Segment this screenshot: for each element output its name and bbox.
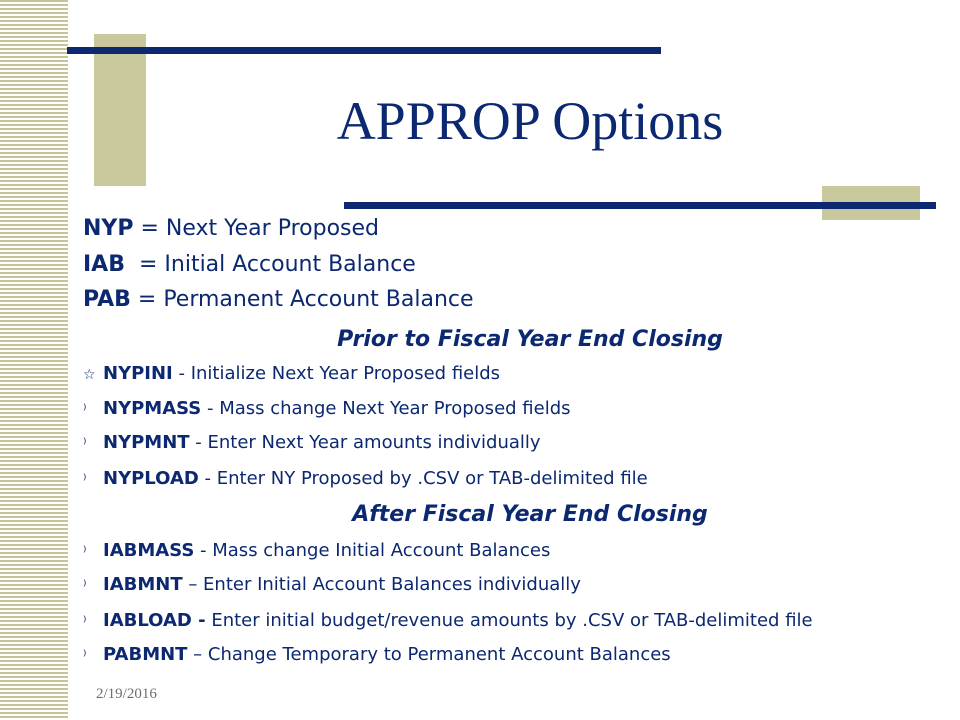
item-text: – Enter Initial Account Balances individually bbox=[182, 574, 581, 595]
list-item bbox=[83, 642, 671, 669]
item-text: - Mass change Next Year Proposed fields bbox=[201, 398, 571, 419]
list-item bbox=[83, 572, 581, 599]
definition-text: = Next Year Proposed bbox=[133, 216, 379, 241]
definition-iab bbox=[83, 250, 416, 280]
list-item bbox=[83, 608, 813, 635]
bullet-icon: ⁾ bbox=[83, 648, 87, 664]
item-text: - Enter NY Proposed by .CSV or TAB-delimited file bbox=[198, 468, 648, 489]
item-code: NYPINI bbox=[103, 363, 173, 384]
bullet-icon: ⁾ bbox=[83, 402, 87, 418]
star-bullet-icon: ☆ bbox=[83, 367, 96, 383]
definition-abbr: PAB bbox=[83, 287, 131, 312]
item-code: PABMNT bbox=[103, 644, 188, 665]
item-text: - Enter Next Year amounts individually bbox=[189, 432, 541, 453]
section-heading-after: After Fiscal Year End Closing bbox=[352, 502, 708, 527]
item-code: IABMNT bbox=[103, 574, 183, 595]
item-code: IABMASS bbox=[103, 540, 195, 561]
definition-abbr: IAB bbox=[83, 252, 125, 277]
decorative-block-top bbox=[94, 34, 146, 186]
item-code: NYPMASS bbox=[103, 398, 202, 419]
slide-title: APPROP Options bbox=[336, 91, 724, 151]
definition-pab bbox=[83, 285, 474, 315]
decorative-stripes bbox=[0, 0, 68, 720]
section-heading-prior: Prior to Fiscal Year End Closing bbox=[337, 327, 723, 352]
definition-nyp bbox=[83, 214, 379, 244]
bullet-icon: ⁾ bbox=[83, 472, 87, 488]
slide-date: 2/19/2016 bbox=[96, 686, 157, 702]
list-item bbox=[83, 361, 500, 388]
list-item bbox=[83, 466, 648, 493]
item-text: - Initialize Next Year Proposed fields bbox=[172, 363, 501, 384]
item-text: – Change Temporary to Permanent Account Balances bbox=[187, 644, 671, 665]
decorative-bar-top bbox=[67, 47, 661, 54]
bullet-icon: ⁾ bbox=[83, 436, 87, 452]
item-text: - Mass change Initial Account Balances bbox=[194, 540, 551, 561]
list-item bbox=[83, 396, 571, 423]
list-item bbox=[83, 430, 541, 457]
item-code: NYPLOAD bbox=[103, 468, 199, 489]
bullet-icon: ⁾ bbox=[83, 544, 87, 560]
definition-text: = Initial Account Balance bbox=[124, 252, 416, 277]
list-item bbox=[83, 538, 550, 565]
item-code: NYPMNT bbox=[103, 432, 190, 453]
item-code: IABLOAD - bbox=[103, 610, 206, 631]
decorative-bar-bottom bbox=[344, 202, 936, 209]
item-text: Enter initial budget/revenue amounts by .CSV or TAB-delimited file bbox=[205, 610, 813, 631]
definition-text: = Permanent Account Balance bbox=[130, 287, 474, 312]
definition-abbr: NYP bbox=[83, 216, 134, 241]
bullet-icon: ⁾ bbox=[83, 578, 87, 594]
bullet-icon: ⁾ bbox=[83, 614, 87, 630]
